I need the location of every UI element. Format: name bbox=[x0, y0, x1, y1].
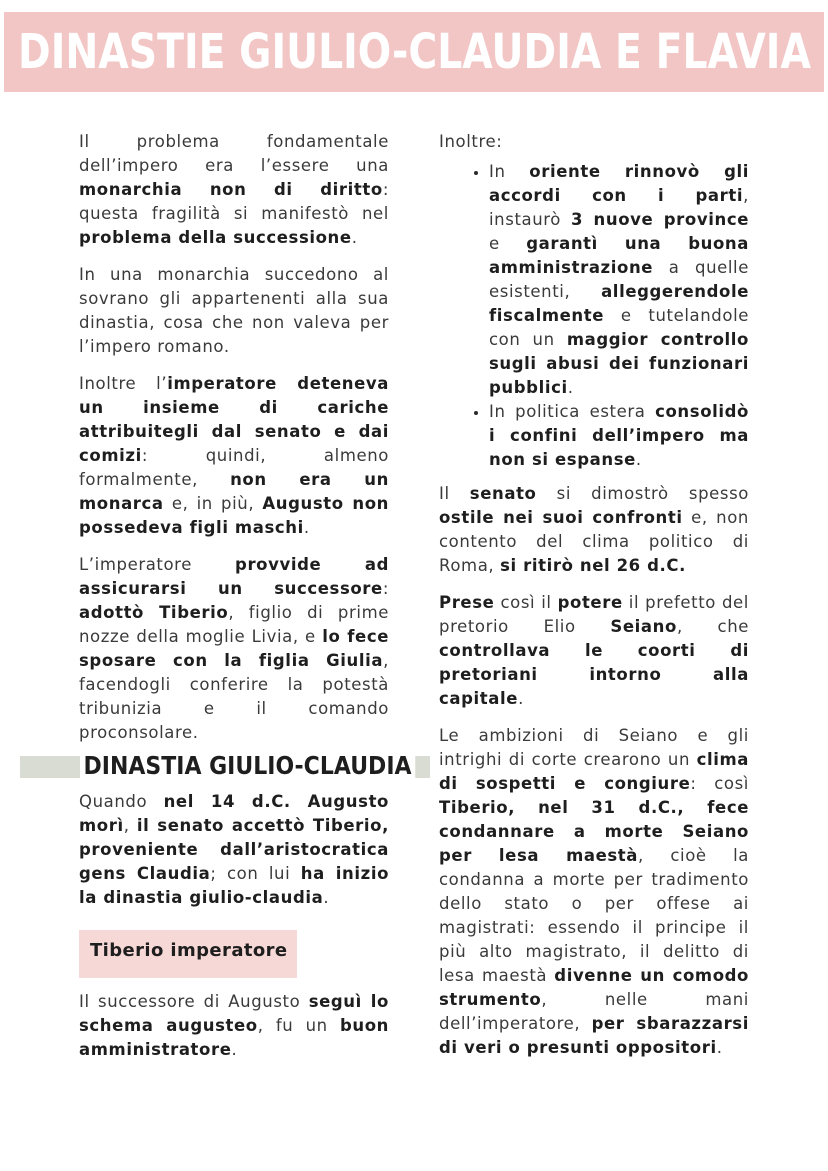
text-run: . bbox=[567, 378, 574, 397]
text-run: . bbox=[518, 689, 524, 708]
bold-text: nel 14 d.C. Augusto morì bbox=[79, 792, 389, 835]
text-run: Le ambizioni di Seiano e gli intrighi di corte crearono un bbox=[439, 726, 749, 769]
subsection-body bbox=[79, 990, 389, 1075]
bold-text: clima di sospetti e congiure bbox=[439, 750, 749, 793]
text-run: In una monarchia succedono al sovrano gli appartenenti alla sua dinastia, cosa che non valeva per l’impero romano. bbox=[79, 265, 389, 356]
text-run: e tutelandole con un bbox=[489, 306, 749, 349]
text-run: , facendogli conferire la potestà tribunizia e il comando proconsolare. bbox=[79, 651, 389, 742]
text-run: In politica estera bbox=[489, 402, 656, 421]
bold-text: si ritirò nel 26 d.C. bbox=[500, 556, 686, 575]
section-heading: DINASTIA GIULIO-CLAUDIA bbox=[80, 749, 415, 783]
bold-text: alleggerendole fiscalmente bbox=[489, 282, 749, 325]
text-run: così il bbox=[494, 593, 558, 612]
bold-text: controllava le coorti di pretoriani intorno alla capitale bbox=[439, 641, 749, 708]
list-item bbox=[489, 400, 749, 472]
text-run: . bbox=[716, 1038, 723, 1057]
bold-text: potere bbox=[557, 593, 623, 612]
bold-text: imperatore deteneva un insieme di cariche attribuitegli dal senato e dai comizi bbox=[79, 374, 389, 465]
bold-text: maggior controllo sugli abusi dei funzionari pubblici bbox=[489, 330, 749, 397]
paragraph bbox=[79, 130, 389, 250]
bold-text: 3 nuove province bbox=[570, 210, 749, 229]
text-run: a quelle esistenti, bbox=[489, 258, 749, 301]
paragraph bbox=[79, 372, 389, 540]
text-run: . bbox=[231, 1040, 238, 1059]
subheading: Tiberio imperatore bbox=[90, 940, 288, 961]
text-run: : così bbox=[690, 774, 749, 793]
bold-text: buon amministratore bbox=[79, 1016, 389, 1059]
text-run: , bbox=[123, 816, 137, 835]
bold-text: lo fece sposare con la figlia Giulia bbox=[79, 627, 389, 670]
section-body bbox=[79, 790, 389, 923]
bold-text: garantì una buona amministrazione bbox=[489, 234, 749, 277]
bold-text: consolidò i confini dell’impero ma non si espanse bbox=[489, 402, 749, 469]
bold-text: provvide ad assicurarsi un successore bbox=[79, 555, 390, 598]
text-run: e, non contento del clima politico di Roma, bbox=[439, 508, 749, 575]
text-run: , nelle mani dell’imperatore, bbox=[439, 990, 749, 1033]
paragraph bbox=[439, 482, 749, 578]
bold-text: ha inizio la dinastia giulio-claudia bbox=[79, 864, 390, 907]
text-run: il prefetto del pretorio Elio bbox=[439, 593, 749, 636]
bold-text: senato bbox=[469, 484, 537, 503]
text-run: . bbox=[351, 228, 358, 247]
text-run: , cioè la condanna a morte per tradimento dello stato o per offese ai magistrati: essendo il principe il più alto magistrato, il delitto di lesa maestà bbox=[439, 846, 749, 985]
bold-text: ostile nei suoi confronti bbox=[439, 508, 683, 527]
bold-text: Seiano bbox=[610, 617, 677, 636]
intro-text: Inoltre: bbox=[439, 132, 503, 151]
text-run: , fu un bbox=[257, 1016, 340, 1035]
list-item bbox=[489, 160, 749, 400]
bold-text: Augusto non possedeva figli maschi bbox=[79, 494, 389, 537]
bold-text: adottò Tiberio bbox=[79, 603, 229, 622]
text-run: In bbox=[489, 162, 530, 181]
bold-text: Prese bbox=[439, 593, 495, 612]
text-run: Inoltre l’ bbox=[79, 374, 168, 393]
text-run: ; con lui bbox=[210, 864, 301, 883]
text-run: , che bbox=[676, 617, 749, 636]
paragraph bbox=[439, 591, 749, 711]
right-column bbox=[439, 130, 749, 1073]
text-run: Il bbox=[439, 484, 470, 503]
text-run: , instaurò bbox=[489, 186, 749, 229]
text-run: . bbox=[323, 888, 330, 907]
bold-text: per sbarazzarsi di veri o presunti oppositori bbox=[439, 1014, 749, 1057]
text-run: Il successore di Augusto bbox=[79, 992, 309, 1011]
text-run: L’imperatore bbox=[79, 555, 236, 574]
text-run: : questa fragilità si manifestò nel bbox=[79, 180, 389, 223]
text-run: e, in più, bbox=[163, 494, 263, 513]
text-run: si dimostrò spesso bbox=[536, 484, 749, 503]
paragraph bbox=[79, 553, 389, 745]
paragraph bbox=[79, 990, 389, 1062]
text-run: Quando bbox=[79, 792, 164, 811]
bold-text: non era un monarca bbox=[79, 470, 389, 513]
text-run: : bbox=[382, 579, 389, 598]
bold-text: divenne un comodo strumento bbox=[439, 966, 749, 1009]
bold-text: oriente rinnovò gli accordi con i parti bbox=[489, 162, 749, 205]
text-run: . bbox=[303, 518, 310, 537]
text-run: : quindi, almeno formalmente, bbox=[79, 446, 389, 489]
bullet-list bbox=[439, 160, 749, 472]
text-run: , figlio di prime nozze della moglie Livia, e bbox=[79, 603, 389, 646]
page-title: DINASTIE GIULIO-CLAUDIA E FLAVIA bbox=[17, 24, 811, 80]
bold-text: il senato accettò Tiberio, proveniente dall’aristocratica gens Claudia bbox=[79, 816, 389, 883]
left-column bbox=[79, 130, 389, 758]
paragraph bbox=[79, 263, 389, 359]
bold-text: problema della successione bbox=[79, 228, 352, 247]
text-run: . bbox=[635, 450, 642, 469]
text-run: e bbox=[489, 234, 527, 253]
bold-text: Tiberio, nel 31 d.C., fece condannare a morte Seiano per lesa maestà bbox=[439, 798, 749, 865]
text-run: Il problema fondamentale dell’impero era l’essere una bbox=[79, 132, 389, 175]
title-banner bbox=[4, 12, 824, 92]
paragraph bbox=[439, 724, 749, 1060]
bold-text: seguì lo schema augusteo bbox=[79, 992, 389, 1035]
paragraph bbox=[79, 790, 389, 910]
bold-text: monarchia non di diritto bbox=[79, 180, 383, 199]
